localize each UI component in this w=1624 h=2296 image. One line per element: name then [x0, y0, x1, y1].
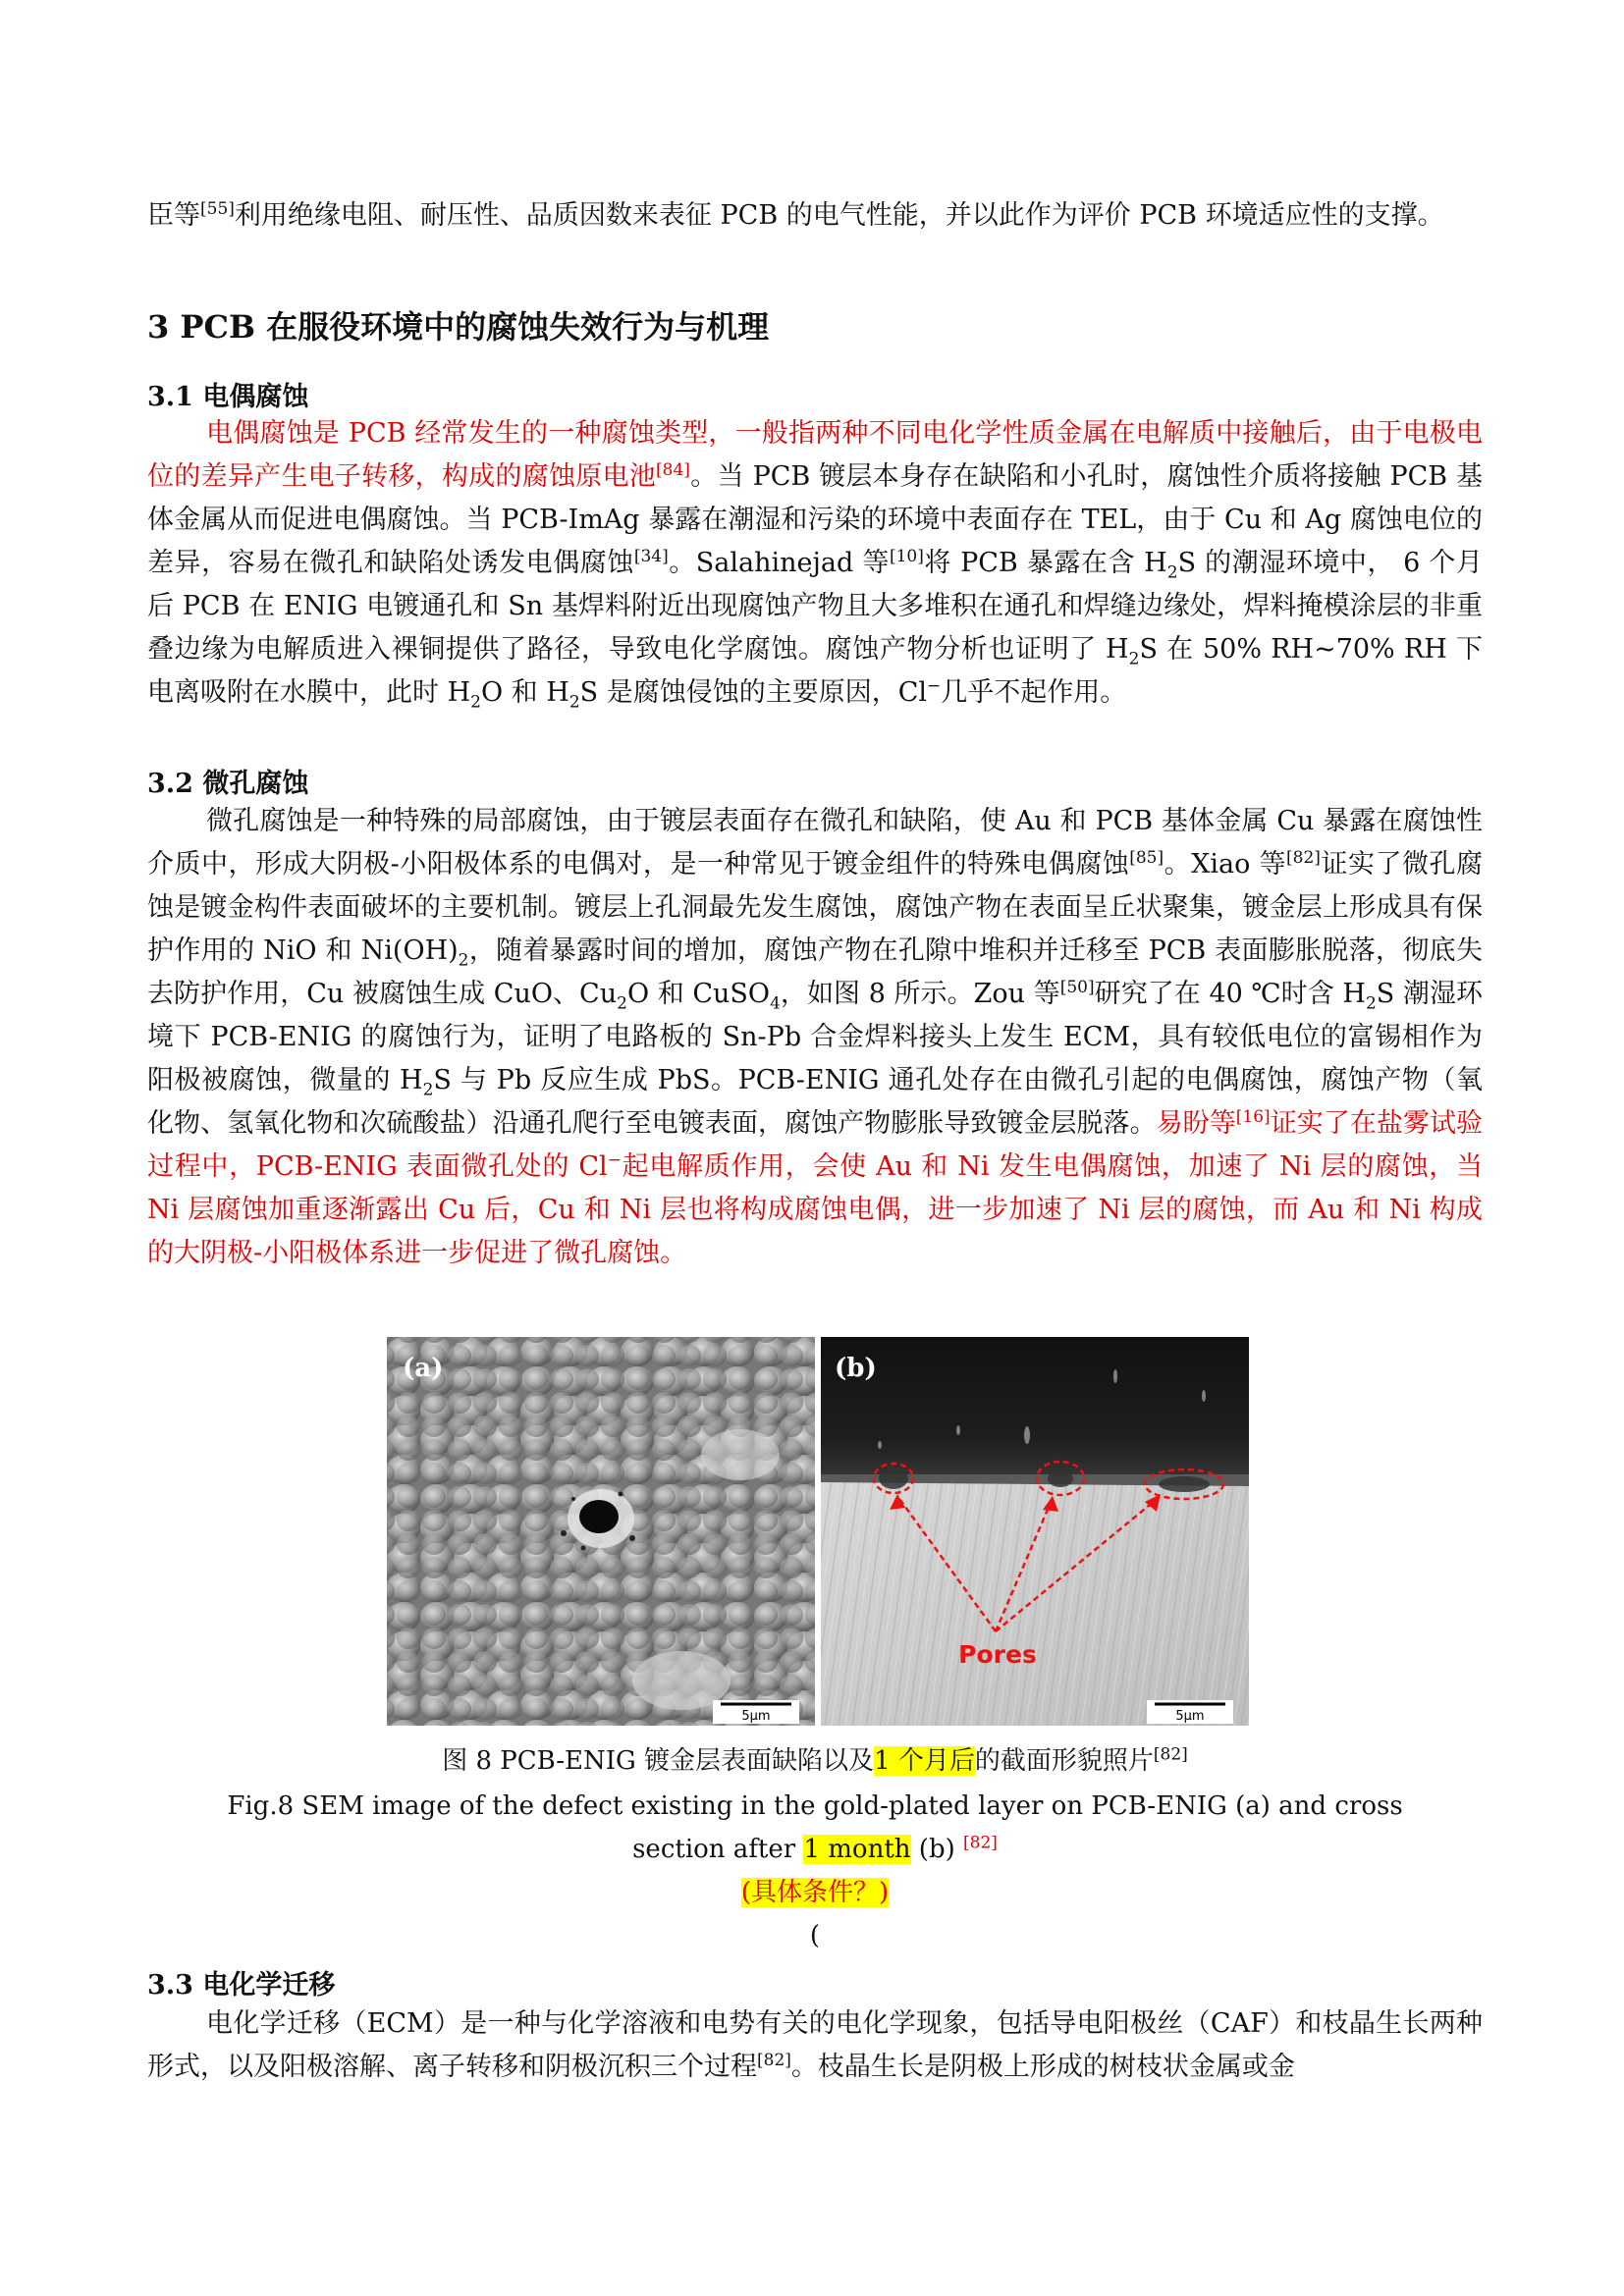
- scale-label-b: 5μm: [1175, 1709, 1205, 1724]
- highlight-cn: 1 个月后: [874, 1746, 975, 1776]
- panel-b-label: (b): [835, 1354, 877, 1383]
- section-3-1-heading: 3.1 电偶腐蚀: [147, 382, 309, 412]
- pores-label: Pores: [958, 1640, 1037, 1669]
- figure-caption-cn: 图 8 PCB-ENIG 镀金层表面缺陷以及1 个月后的截面形貌照片[82]: [442, 1744, 1188, 1776]
- panel-a-label: (a): [403, 1354, 444, 1383]
- figure-note: (具体条件？): [740, 1878, 890, 1907]
- sem-image-a: [387, 1337, 815, 1726]
- section-3-heading: 3 PCB 在服役环境中的腐蚀失效行为与机理: [147, 308, 770, 346]
- intro-paragraph: 臣等[55]利用绝缘电阻、耐压性、品质因数来表征 PCB 的电气性能，并以此作为评价 PCB 环境适应性的支撑。: [147, 199, 1444, 231]
- defect-hole: [579, 1500, 619, 1533]
- section-3-3-heading: 3.3 电化学迁移: [147, 1970, 336, 2001]
- sem-image-b: [821, 1337, 1249, 1726]
- scale-label-a: 5μm: [741, 1709, 771, 1724]
- citation: [55]: [200, 199, 235, 219]
- section-3-2-paragraph: 微孔腐蚀是一种特殊的局部腐蚀，由于镀层表面存在微孔和缺陷，使 Au 和 PCB 基体金属 Cu 暴露在腐蚀性介质中，形成大阴极-小阳极体系的电偶对，是一种常见于镀金组件的特殊电偶腐蚀[85]。Xiao 等[82]证实了微孔腐蚀是镀金构件表面破坏的主要机制。镀层上孔洞最先发生腐蚀，腐蚀产物在表面呈丘状聚集，镀金层上形成具有保护作用的 NiO 和 $Ni(OH)_2$，随着暴露时间的增加，腐蚀产物在孔隙中堆积并迁移至 PCB 表面膨胀脱落，彻底失去防护作用，Cu 被腐蚀生成 CuO、$Cu_2O$ 和 CuSO$_4$，如图 8 所示。Zou 等[50]研究了在 40 ℃时含 $H_2S$ 潮湿环境下 PCB-ENIG 的腐蚀行为，证明了电路板的 Sn-Pb 合金焊料接头上发生 ECM，具有较低电位的富锡相作为阳极被腐蚀，微量的 $H_2S$ 与 Pb 反应生成 PbS。PCB-ENIG 通孔处存在由微孔引起的电偶腐蚀，腐蚀产物（氧化物、氢氧化物和次硫酸盐）沿通孔爬行至电镀表面，腐蚀产物膨胀导致镀金层脱落。易盼等[16]证实了在盐雾试验过程中，PCB-ENIG 表面微孔处的 Cl−起电解质作用，会使 Au 和 Ni 发生电偶腐蚀，加速了 Ni 层的腐蚀，当 Ni 层腐蚀加重逐渐露出 Cu 后，Cu 和 Ni 层也将构成腐蚀电偶，进一步加速了 Ni 层的腐蚀，而 Au 和 Ni 构成的大阴极-小阳极体系进一步促进了微孔腐蚀。: [147, 806, 1484, 1268]
- section-3-2-heading: 3.2 微孔腐蚀: [147, 769, 309, 799]
- figure-caption-en-line2: section after 1 month (b) [82]: [632, 1833, 998, 1864]
- figure-caption-en-line1: Fig.8 SEM image of the defect existing in the gold-plated layer on PCB-ENIG (a) and cross: [227, 1791, 1403, 1821]
- stray-paren: (: [809, 1921, 821, 1950]
- section-3-3-paragraph: 电化学迁移（ECM）是一种与化学溶液和电势有关的电化学现象，包括导电阳极丝（CAF）和枝晶生长两种形式，以及阳极溶解、离子转移和阴极沉积三个过程[82]。枝晶生长是阴极上形成的树枝状金属或金: [147, 2008, 1483, 2082]
- highlight-en: 1 month: [803, 1835, 911, 1864]
- section-3-1-paragraph: 电偶腐蚀是 PCB 经常发生的一种腐蚀类型，一般指两种不同电化学性质金属在电解质中接触后，由于电极电位的差异产生电子转移，构成的腐蚀原电池[84]。当 PCB 镀层本身存在缺陷和小孔时，腐蚀性介质将接触 PCB 基体金属从而促进电偶腐蚀。当 PCB-ImAg 暴露在潮湿和污染的环境中表面存在 TEL，由于 Cu 和 Ag 腐蚀电位的差异，容易在微孔和缺陷处诱发电偶腐蚀[34]。Salahinejad 等[10]将 PCB 暴露在含 $H_2S$ 的潮湿环境中， 6 个月后 PCB 在 ENIG 电镀通孔和 Sn 基焊料附近出现腐蚀产物且大多堆积在通孔和焊缝边缘处，焊料掩模涂层的非重叠边缘为电解质进入裸铜提供了路径，导致电化学腐蚀。腐蚀产物分析也证明了 $H_2S$ 在 50% RH~70% RH 下电离吸附在水膜中，此时 $H_2O$ 和 $H_2S$ 是腐蚀侵蚀的主要原因，Cl−几乎不起作用。: [147, 418, 1484, 713]
